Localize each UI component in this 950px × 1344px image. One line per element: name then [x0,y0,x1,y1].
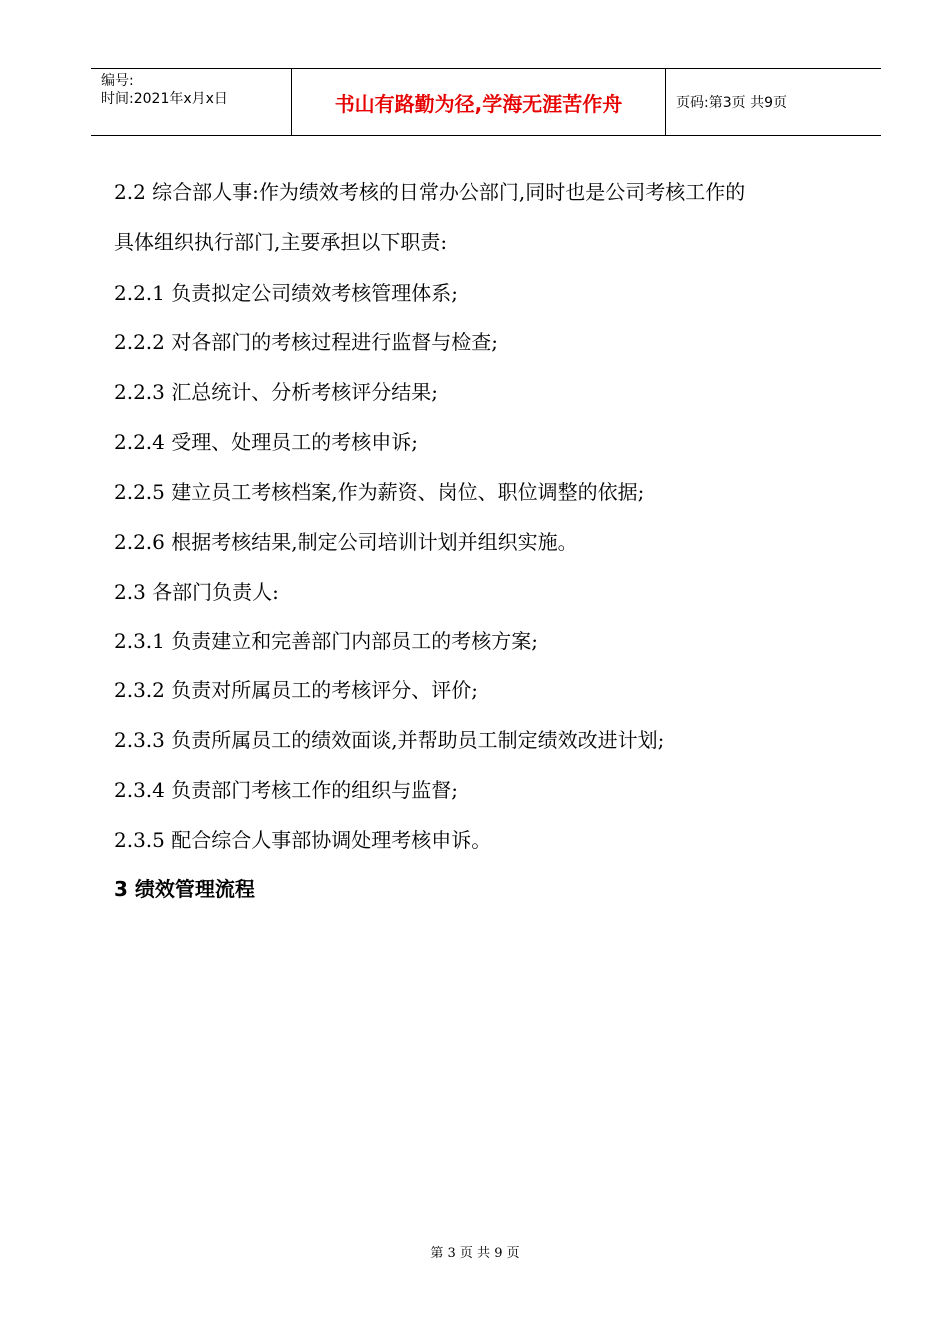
header-motto: 书山有路勤为径,学海无涯苦作舟 [334,92,623,116]
body-line: 2.3.2 负责对所属员工的考核评分、评价; [114,678,478,702]
body-line: 2.3.3 负责所属员工的绩效面谈,并帮助员工制定绩效改进计划; [114,728,665,752]
header-motto-cell [292,69,666,135]
body-line: 2.2.2 对各部门的考核过程进行监督与检查; [114,330,498,354]
page-footer: 第 3 页 共 9 页 [430,1246,520,1261]
body-line: 2.2 综合部人事:作为绩效考核的日常办公部门,同时也是公司考核工作的 [114,180,746,204]
body-line: 2.2.6 根据考核结果,制定公司培训计划并组织实施。 [114,530,578,554]
header-page-cell [666,69,881,135]
page-header [91,68,881,136]
body-line: 2.2.5 建立员工考核档案,作为薪资、岗位、职位调整的依据; [114,480,645,504]
header-meta-cell [91,69,292,135]
body-line: 2.3 各部门负责人: [114,580,279,604]
body-line: 2.3.5 配合综合人事部协调处理考核申诉。 [114,828,492,852]
section-heading: 3 绩效管理流程 [114,877,255,901]
body-line: 2.3.1 负责建立和完善部门内部员工的考核方案; [114,629,538,653]
document-time-label: 时间:2021年x月x日 [101,91,228,107]
body-line: 2.2.4 受理、处理员工的考核申诉; [114,430,418,454]
body-line: 2.3.4 负责部门考核工作的组织与监督; [114,778,458,802]
body-line: 2.2.1 负责拟定公司绩效考核管理体系; [114,281,458,305]
header-page-info: 页码:第3页 共9页 [676,95,787,111]
body-line: 2.2.3 汇总统计、分析考核评分结果; [114,380,438,404]
body-line: 具体组织执行部门,主要承担以下职责: [114,230,448,254]
document-number-label: 编号: [101,73,134,89]
